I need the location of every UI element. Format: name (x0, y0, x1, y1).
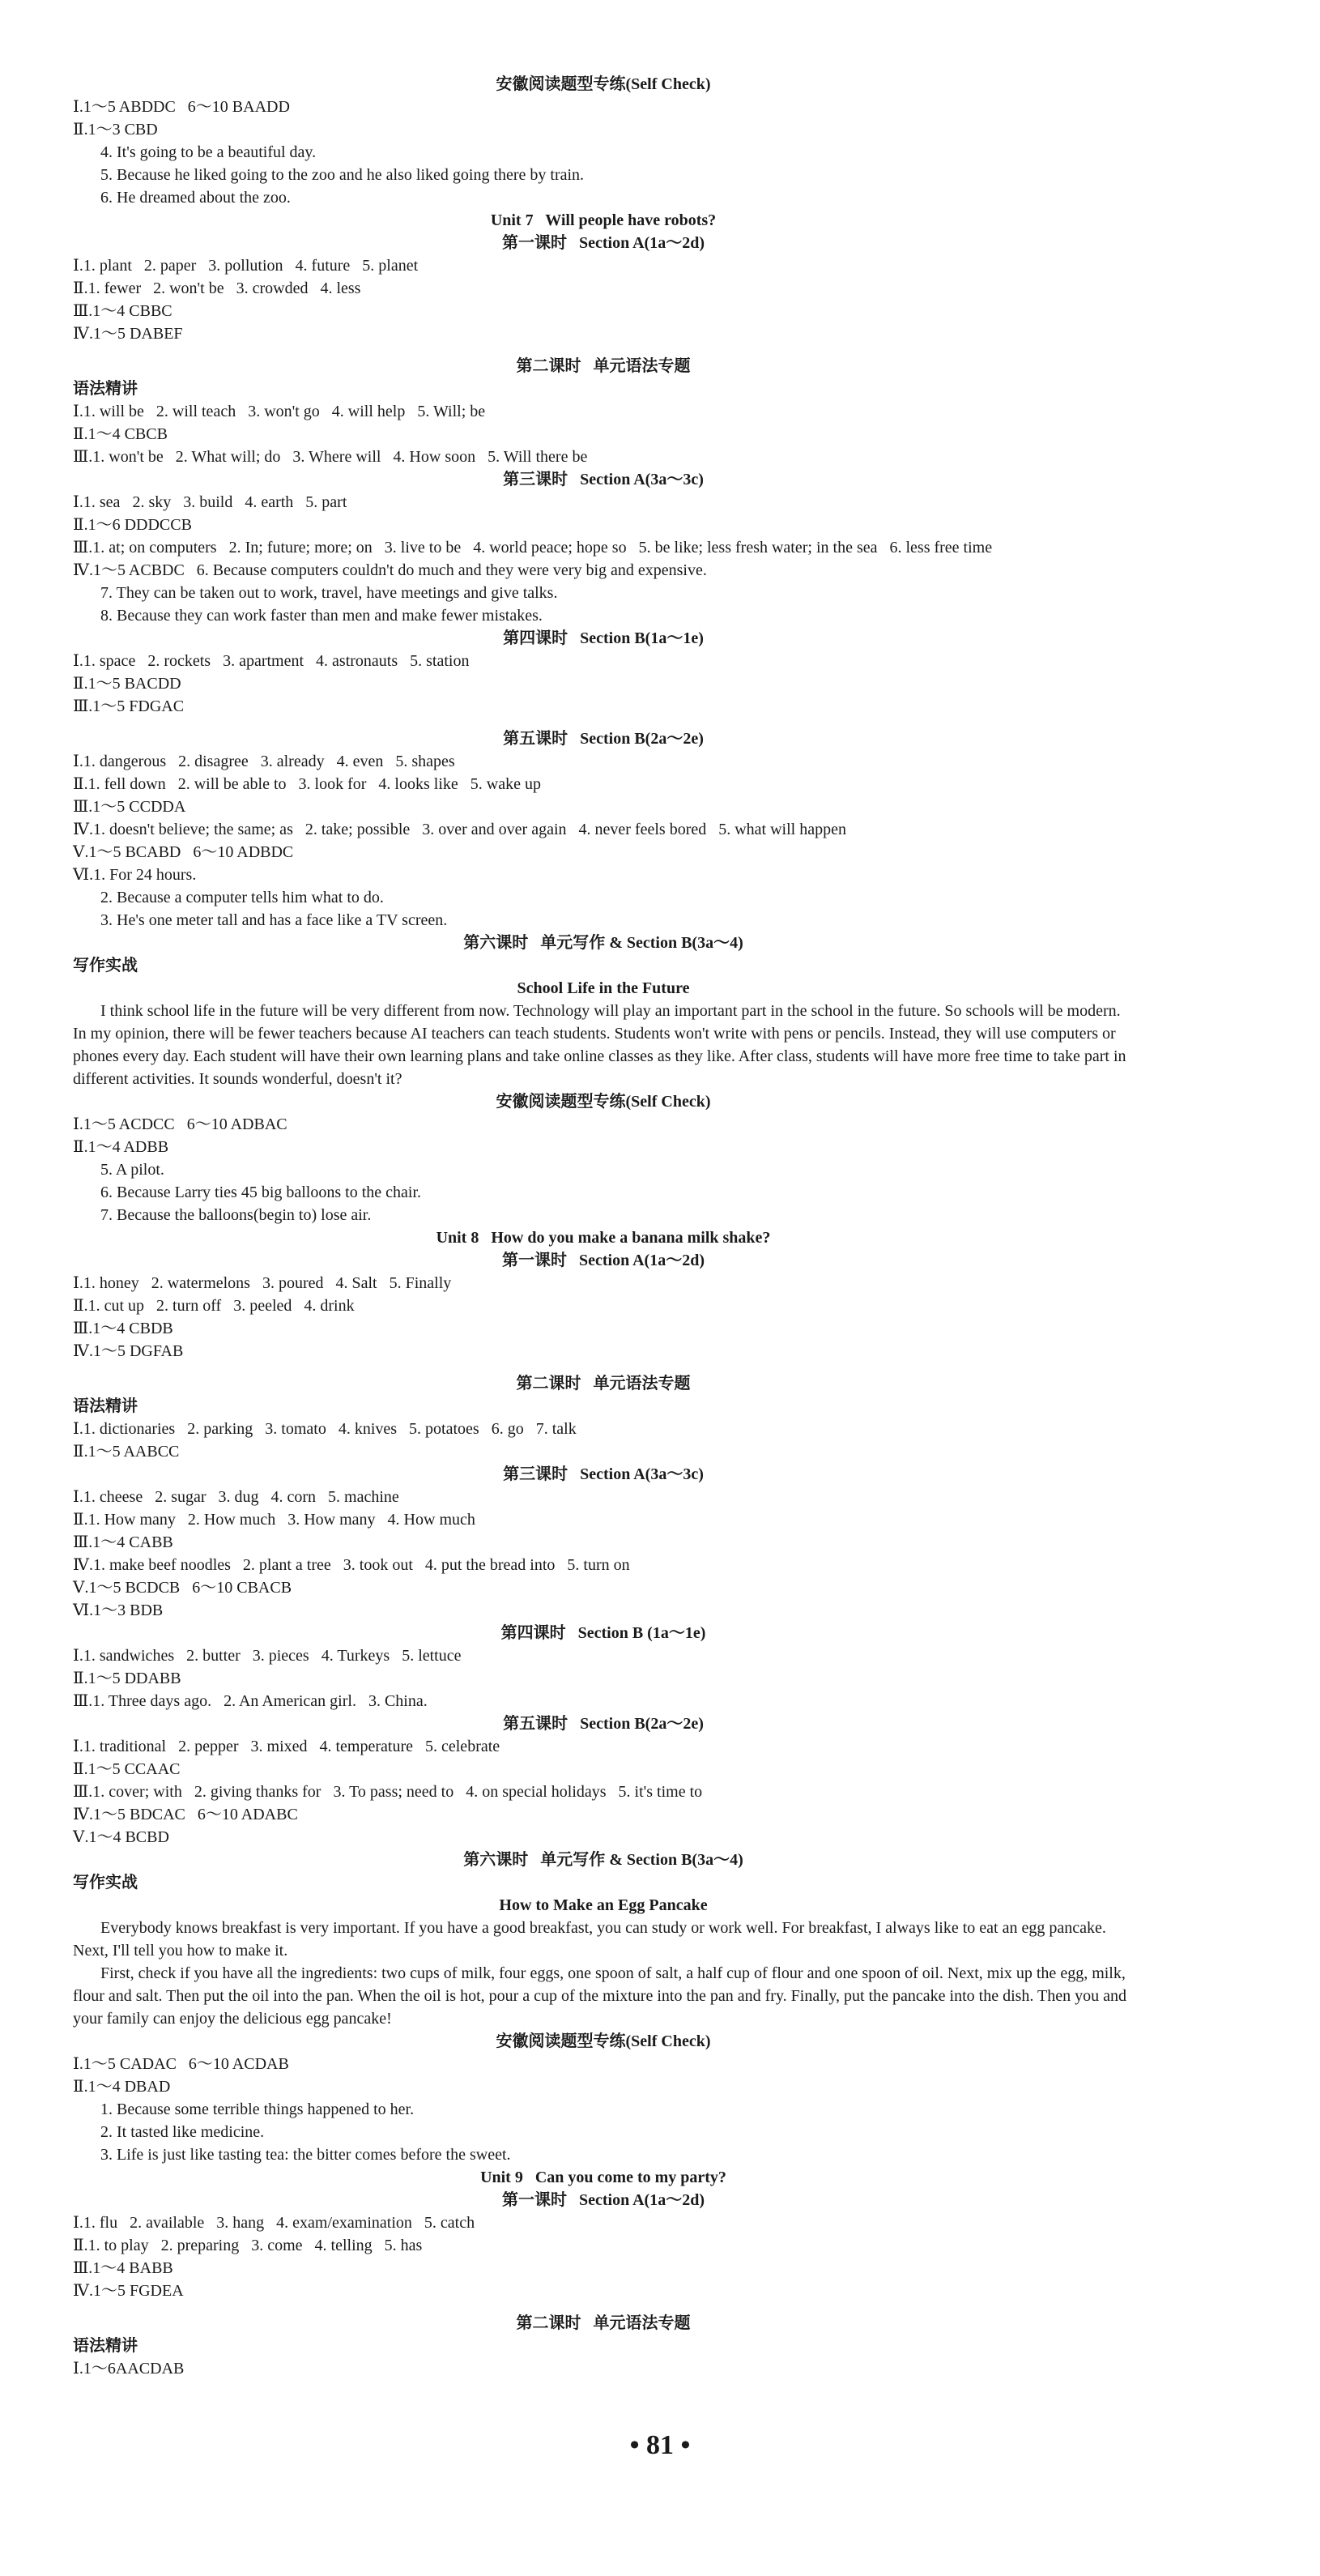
answer-line: Ⅲ.1～5 FDGAC (73, 697, 185, 715)
section-heading: How to Make an Egg Pancake (499, 1896, 708, 1914)
section-heading: 第四课时 Section B (1a～1e) (500, 1624, 706, 1642)
answer-line: Ⅰ.1. dictionaries 2. parking 3. tomato 4. knives 5. potatoes 6. go 7. talk (73, 1420, 577, 1438)
answer-line: Ⅳ.1～5 DGFAB (73, 1342, 184, 1360)
section-heading: 第六课时 单元写作 & Section B(3a～4) (463, 934, 743, 952)
answer-line: Ⅱ.1～4 DBAD (73, 2078, 171, 2096)
answer-line: Ⅱ.1. fewer 2. won't be 3. crowded 4. less (73, 279, 361, 297)
answer-line: Ⅱ.1～4 ADBB (73, 1138, 169, 1156)
subsection-label: 写作实战 (73, 957, 138, 975)
answer-line: 5. A pilot. (100, 1161, 164, 1179)
answer-line: Ⅱ.1～6 DDDCCB (73, 516, 192, 534)
answer-line: Ⅰ.1. sandwiches 2. butter 3. pieces 4. Turkeys 5. lettuce (73, 1647, 462, 1665)
answer-line: 6. Because Larry ties 45 big balloons to the chair. (100, 1184, 422, 1201)
answer-line: Ⅳ.1. make beef noodles 2. plant a tree 3. took out 4. put the bread into 5. turn on (73, 1556, 630, 1574)
section-heading: 第一课时 Section A(1a～2d) (502, 2191, 705, 2209)
essay-paragraph: I think school life in the future will be very different from now. Technology will play an important part in the school in the future. So schools will be modern. In my opinion, there will be fewer teachers because AI teachers can teach students. Students won't write with pens or pencils. Instead, they will use computers or phones every day. Each student will have their own learning plans and take online classes as they like. After class, students will have more free time to take part in different activities. It sounds wonderful, doesn't it? (73, 1002, 1126, 1088)
answer-line: Ⅰ.1. cheese 2. sugar 3. dug 4. corn 5. machine (73, 1488, 399, 1506)
answer-line: Ⅰ.1. dangerous 2. disagree 3. already 4. even 5. shapes (73, 753, 455, 770)
answer-line: Ⅰ.1. honey 2. watermelons 3. poured 4. Salt 5. Finally (73, 1274, 452, 1292)
answer-line: Ⅱ.1～5 CCAAC (73, 1760, 181, 1778)
section-heading: 第二课时 单元语法专题 (516, 2314, 691, 2332)
essay-paragraph: First, check if you have all the ingredients: two cups of milk, four eggs, one spoon of salt, a half cup of flour and one spoon of oil. Next, mix up the egg, milk, flour and salt. Then put the oil into the pan. When the oil is hot, pour a cup of the mixture into the pan and fry. Finally, put the pancake into the dish. Then you and your family can enjoy the delicious egg pancake! (73, 1964, 1127, 2028)
answer-line: 3. He's one meter tall and has a face like a TV screen. (100, 911, 448, 929)
subsection-label: 写作实战 (73, 1874, 138, 1891)
section-heading: 安徽阅读题型专练(Self Check) (496, 2032, 711, 2050)
answer-line: Ⅲ.1～4 CBBC (73, 302, 172, 320)
page-number: • 81 • (629, 2430, 691, 2460)
answer-line: 5. Because he liked going to the zoo and he also liked going there by train. (100, 166, 585, 184)
essay-paragraph: Everybody knows breakfast is very important. If you have a good breakfast, you can study or work well. For breakfast, I always like to eat an egg pancake. Next, I'll tell you how to make it. (73, 1919, 1106, 1960)
answer-line: Ⅲ.1～4 BABB (73, 2259, 173, 2277)
answer-line: Ⅱ.1～3 CBD (73, 121, 158, 139)
spacer (73, 345, 1134, 355)
answer-line: 1. Because some terrible things happened to her. (100, 2100, 415, 2118)
answer-line: Ⅰ.1. sea 2. sky 3. build 4. earth 5. part (73, 493, 347, 511)
answer-line: Ⅴ.1～5 BCABD 6～10 ADBDC (73, 843, 294, 861)
section-heading: 第五课时 Section B(2a～2e) (503, 730, 704, 748)
section-heading: 第六课时 单元写作 & Section B(3a～4) (463, 1851, 743, 1869)
answer-line: Ⅱ.1. How many 2. How much 3. How many 4. How much (73, 1511, 475, 1529)
answer-line: 2. Because a computer tells him what to do. (100, 889, 384, 906)
answer-line: Ⅰ.1～5 CADAC 6～10 ACDAB (73, 2055, 289, 2073)
answer-line: Ⅲ.1. won't be 2. What will; do 3. Where will 4. How soon 5. Will there be (73, 448, 588, 466)
answer-line: Ⅳ.1. doesn't believe; the same; as 2. take; possible 3. over and over again 4. never feels bored 5. what will happen (73, 821, 846, 838)
answer-line: Ⅲ.1. Three days ago. 2. An American girl. 3. China. (73, 1692, 428, 1710)
section-heading: 安徽阅读题型专练(Self Check) (496, 1093, 711, 1111)
spacer (73, 2302, 1134, 2312)
answer-line: 7. Because the balloons(begin to) lose air. (100, 1206, 372, 1224)
answer-line: 7. They can be taken out to work, travel, have meetings and give talks. (100, 584, 558, 602)
answer-line: Ⅳ.1～5 ACBDC 6. Because computers couldn't do much and they were very big and expensive. (73, 561, 707, 579)
answer-line: Ⅰ.1～6AACDAB (73, 2360, 185, 2378)
answer-line: Ⅰ.1～5 ABDDC 6～10 BAADD (73, 98, 290, 116)
answer-line: Ⅴ.1～4 BCBD (73, 1828, 169, 1846)
answer-page (73, 73, 1134, 2380)
section-heading: 第一课时 Section A(1a～2d) (502, 1252, 705, 1269)
answer-line: Ⅱ.1～5 AABCC (73, 1443, 180, 1461)
answer-line: Ⅱ.1～4 CBCB (73, 425, 168, 443)
answer-line: Ⅳ.1～5 FGDEA (73, 2282, 184, 2300)
answer-line: Ⅱ.1～5 BACDD (73, 675, 181, 693)
answer-line: 8. Because they can work faster than men and make fewer mistakes. (100, 607, 543, 625)
section-heading: Unit 8 How do you make a banana milk shake? (436, 1229, 771, 1247)
answer-line: 6. He dreamed about the zoo. (100, 189, 291, 207)
section-heading: Unit 7 Will people have robots? (490, 211, 717, 229)
answer-line: Ⅵ.1. For 24 hours. (73, 866, 197, 884)
answer-line: Ⅳ.1～5 BDCAC 6～10 ADABC (73, 1806, 298, 1823)
section-heading: 第一课时 Section A(1a～2d) (502, 234, 705, 252)
answer-line: Ⅱ.1. to play 2. preparing 3. come 4. telling 5. has (73, 2237, 423, 2254)
answer-line: Ⅲ.1～5 CCDDA (73, 798, 186, 816)
answer-line: Ⅰ.1. space 2. rockets 3. apartment 4. astronauts 5. station (73, 652, 470, 670)
answer-line: Ⅱ.1. cut up 2. turn off 3. peeled 4. drink (73, 1297, 355, 1315)
answer-line: Ⅰ.1. traditional 2. pepper 3. mixed 4. temperature 5. celebrate (73, 1738, 500, 1755)
answer-line: Ⅵ.1～3 BDB (73, 1601, 164, 1619)
spacer (73, 1363, 1134, 1372)
answer-line: Ⅲ.1. cover; with 2. giving thanks for 3. To pass; need to 4. on special holidays 5. it's time to (73, 1783, 703, 1801)
answer-line: 4. It's going to be a beautiful day. (100, 143, 317, 161)
answer-line: Ⅲ.1～4 CABB (73, 1533, 173, 1551)
answer-line: Ⅱ.1. fell down 2. will be able to 3. look for 4. looks like 5. wake up (73, 775, 541, 793)
answer-line: 3. Life is just like tasting tea: the bitter comes before the sweet. (100, 2146, 511, 2164)
section-heading: 第三课时 Section A(3a～3c) (503, 471, 704, 488)
answer-line: 2. It tasted like medicine. (100, 2123, 265, 2141)
subsection-label: 语法精讲 (73, 1397, 138, 1415)
answer-line: Ⅰ.1～5 ACDCC 6～10 ADBAC (73, 1115, 287, 1133)
section-heading: 第二课时 单元语法专题 (516, 1375, 691, 1392)
answer-line: Ⅱ.1～5 DDABB (73, 1670, 181, 1687)
answer-line: Ⅰ.1. flu 2. available 3. hang 4. exam/examination 5. catch (73, 2214, 475, 2232)
answer-line: Ⅲ.1. at; on computers 2. In; future; more; on 3. live to be 4. world peace; hope so 5. be like; less fresh water; in the sea 6. less free time (73, 539, 993, 557)
section-heading: 第三课时 Section A(3a～3c) (503, 1465, 704, 1483)
section-heading: 第四课时 Section B(1a～1e) (503, 629, 704, 647)
subsection-label: 语法精讲 (73, 2337, 138, 2355)
answer-line: Ⅳ.1～5 DABEF (73, 325, 183, 343)
answer-line: Ⅴ.1～5 BCDCB 6～10 CBACB (73, 1579, 292, 1597)
section-heading: 安徽阅读题型专练(Self Check) (496, 75, 711, 93)
section-heading: 第二课时 单元语法专题 (516, 357, 691, 375)
answer-line: Ⅲ.1～4 CBDB (73, 1320, 173, 1337)
section-heading: 第五课时 Section B(2a～2e) (503, 1715, 704, 1733)
answer-line: Ⅰ.1. plant 2. paper 3. pollution 4. future 5. planet (73, 257, 419, 275)
subsection-label: 语法精讲 (73, 380, 138, 398)
spacer (73, 718, 1134, 727)
section-heading: Unit 9 Can you come to my party? (480, 2169, 726, 2186)
answer-line: Ⅰ.1. will be 2. will teach 3. won't go 4. will help 5. Will; be (73, 403, 486, 420)
section-heading: School Life in the Future (517, 979, 690, 997)
